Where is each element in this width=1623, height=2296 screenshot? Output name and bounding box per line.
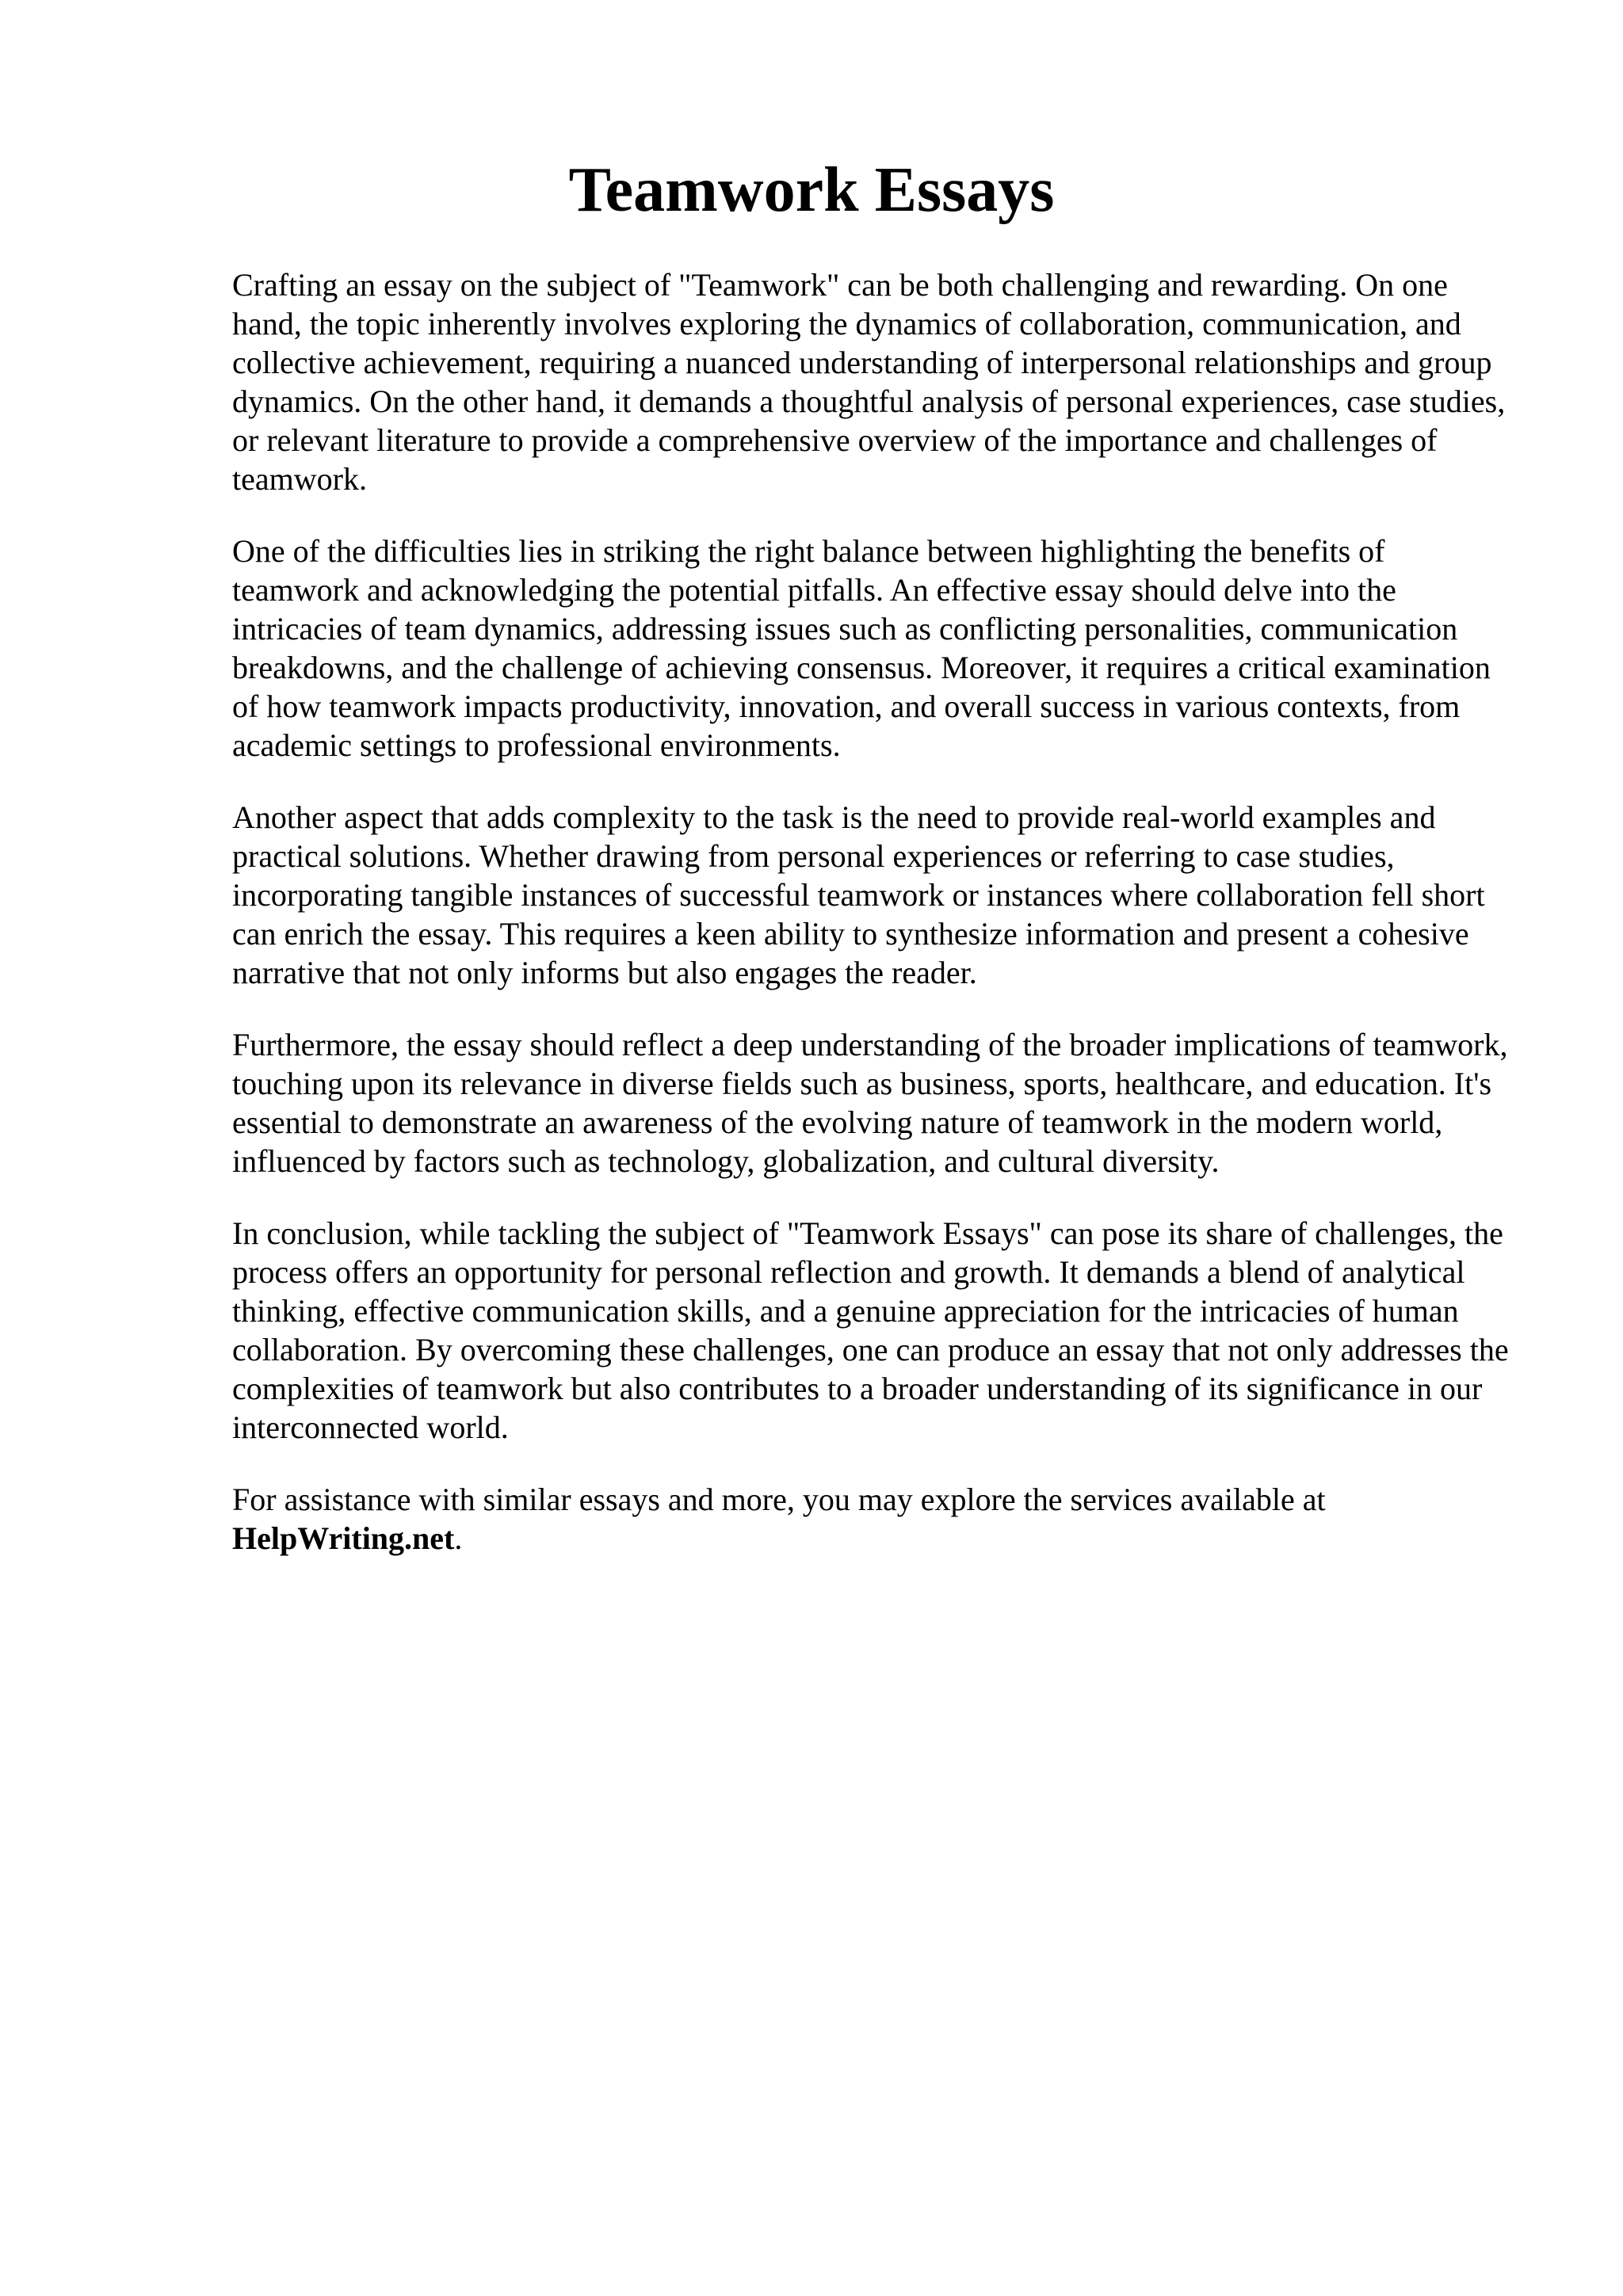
- closing-period: .: [454, 1520, 463, 1556]
- paragraph-3: Another aspect that adds complexity to the task is the need to provide real-world examples and practical solutions. Whether drawing from personal experiences or referring to case studies, incorporating tangible instances of successful teamwork or instances where collaboration fell short can enrich the essay. This requires a keen ability to synthesize information and present a cohesive narrative that not only informs but also engages the reader.: [232, 799, 1485, 990]
- paragraph-2: One of the difficulties lies in striking the right balance between highlighting the benefits of teamwork and acknowledging the potential pitfalls. An effective essay should delve into the intricacies of team dynamics, addressing issues such as conflicting personalities, communication breakdowns, and the challenge of achieving consensus. Moreover, it requires a critical examination of how teamwork impacts productivity, innovation, and overall success in various contexts, from academic settings to professional environments.: [232, 533, 1491, 763]
- closing-paragraph: [232, 1480, 1516, 1558]
- paragraph-4: Furthermore, the essay should reflect a deep understanding of the broader implications of teamwork, touching upon its relevance in diverse fields such as business, sports, healthcare, and education. It's essential to demonstrate an awareness of the evolving nature of teamwork in the modern world, influenced by factors such as technology, globalization, and cultural diversity.: [232, 1027, 1508, 1179]
- helpwriting-link[interactable]: HelpWriting.net: [232, 1520, 455, 1556]
- closing-text: For assistance with similar essays and more, you may explore the services available at: [232, 1482, 1326, 1517]
- document-body: [232, 265, 1516, 1591]
- document-title: Teamwork Essays: [568, 155, 1055, 225]
- paragraph-5: In conclusion, while tackling the subject of "Teamwork Essays" can pose its share of challenges, the process offers an opportunity for personal reflection and growth. It demands a blend of analytical thinking, effective communication skills, and a genuine appreciation for the intricacies of human collaboration. By overcoming these challenges, one can produce an essay that not only addresses the complexities of teamwork but also contributes to a broader understanding of its significance in our interconnected world.: [232, 1215, 1509, 1445]
- paragraph-1: Crafting an essay on the subject of "Teamwork" can be both challenging and rewarding. On one hand, the topic inherently involves exploring the dynamics of collaboration, communication, and collective achievement, requiring a nuanced understanding of interpersonal relationships and group dynamics. On the other hand, it demands a thoughtful analysis of personal experiences, case studies, or relevant literature to provide a comprehensive overview of the importance and challenges of teamwork.: [232, 267, 1506, 497]
